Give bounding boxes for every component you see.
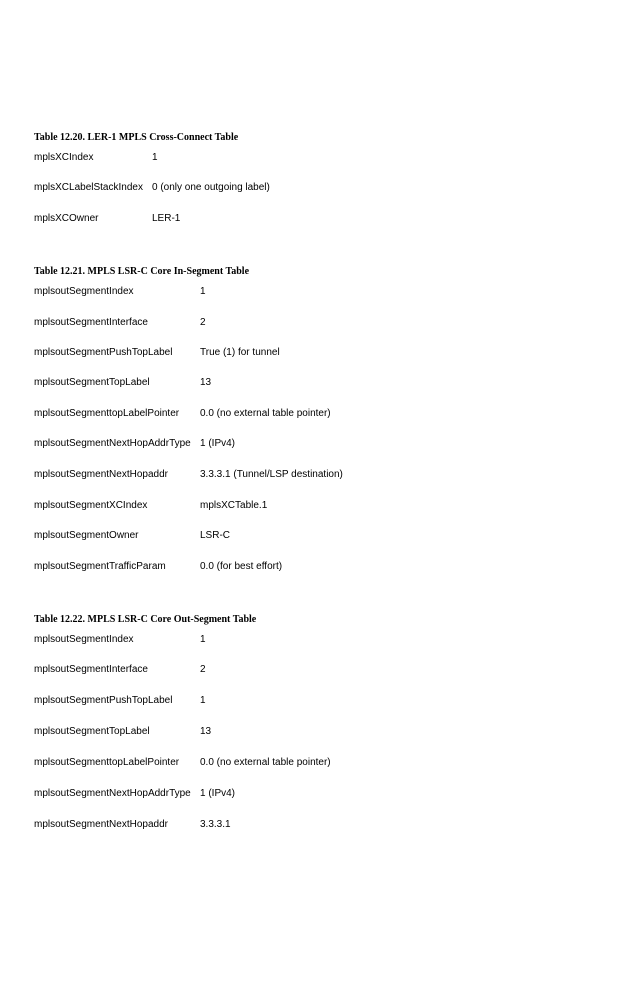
- field-name: mplsoutSegmentPushTopLabel: [34, 347, 173, 358]
- field-value: mplsXCTable.1: [200, 500, 268, 511]
- field-value: 13: [200, 377, 212, 388]
- field-value: 0.0 (for best effort): [200, 561, 283, 572]
- field-name: mplsoutSegmentIndex: [34, 634, 134, 645]
- field-value: 0 (only one outgoing label): [152, 182, 270, 193]
- field-name: mplsoutSegmentOwner: [34, 530, 139, 541]
- field-name: mplsoutSegmentIndex: [34, 286, 134, 297]
- field-value: 1: [152, 152, 158, 163]
- table-caption: Table 12.20. LER-1 MPLS Cross-Connect Table: [34, 132, 239, 143]
- field-name: mplsXCIndex: [34, 152, 94, 163]
- field-name: mplsoutSegmentNextHopAddrType: [34, 788, 191, 799]
- field-name: mplsXCLabelStackIndex: [34, 182, 143, 193]
- field-name: mplsoutSegmentNextHopAddrType: [34, 438, 191, 449]
- field-value: 1: [200, 695, 206, 706]
- field-value: 13: [200, 726, 212, 737]
- field-value: 3.3.3.1 (Tunnel/LSP destination): [200, 469, 343, 480]
- field-value: True (1) for tunnel: [200, 347, 280, 358]
- field-name: mplsoutSegmentTopLabel: [34, 377, 150, 388]
- field-name: mplsoutSegmentXCIndex: [34, 500, 148, 511]
- field-name: mplsoutSegmentTrafficParam: [34, 561, 166, 572]
- field-name: mplsoutSegmentPushTopLabel: [34, 695, 173, 706]
- field-value: 1 (IPv4): [200, 438, 236, 449]
- field-value: 0.0 (no external table pointer): [200, 757, 331, 768]
- field-value: 2: [200, 317, 206, 328]
- field-name: mplsoutSegmentNextHopaddr: [34, 469, 168, 480]
- field-name: mplsoutSegmenttopLabelPointer: [34, 408, 180, 419]
- field-value: 1: [200, 634, 206, 645]
- field-name: mplsoutSegmentInterface: [34, 664, 148, 675]
- field-name: mplsoutSegmentInterface: [34, 317, 148, 328]
- field-name: mplsXCOwner: [34, 213, 99, 224]
- field-value: 3.3.3.1: [200, 819, 231, 830]
- field-name: mplsoutSegmentTopLabel: [34, 726, 150, 737]
- field-value: 0.0 (no external table pointer): [200, 408, 331, 419]
- field-value: LSR-C: [200, 530, 231, 541]
- table-caption: Table 12.21. MPLS LSR-C Core In-Segment Table: [34, 266, 250, 277]
- field-value: 2: [200, 664, 206, 675]
- field-value: LER-1: [152, 213, 181, 224]
- table-caption: Table 12.22. MPLS LSR-C Core Out-Segment Table: [34, 614, 257, 625]
- field-value: 1: [200, 286, 206, 297]
- field-value: 1 (IPv4): [200, 788, 236, 799]
- field-name: mplsoutSegmenttopLabelPointer: [34, 757, 180, 768]
- field-name: mplsoutSegmentNextHopaddr: [34, 819, 168, 830]
